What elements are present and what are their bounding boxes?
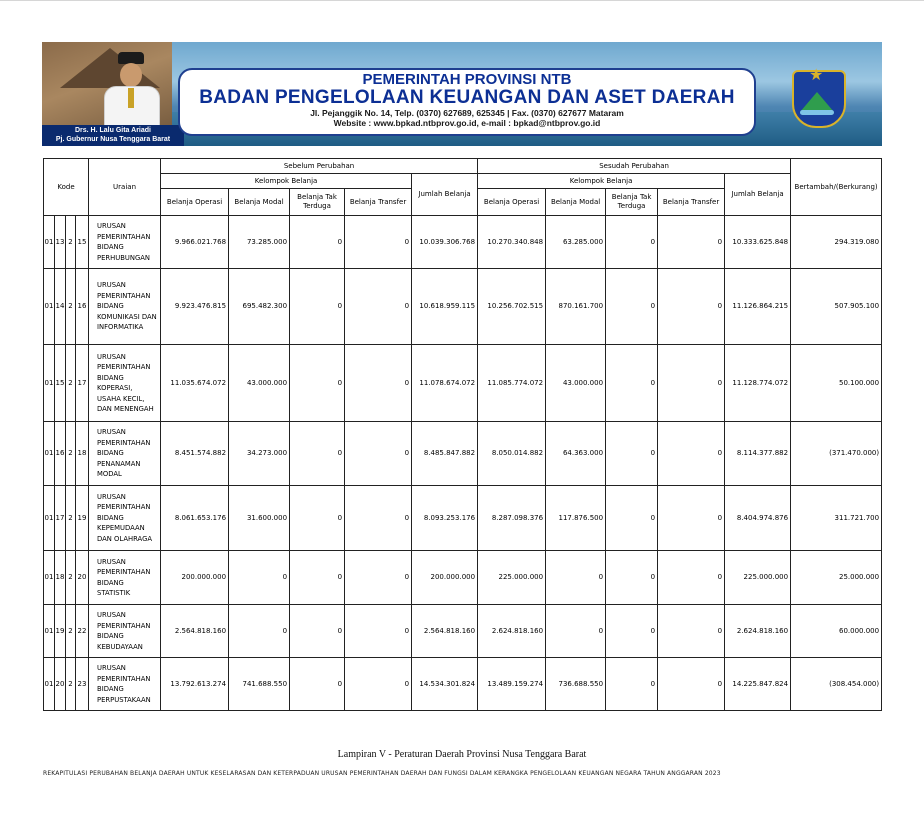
belanja-tak-terduga-sesudah: 0 xyxy=(606,486,658,551)
bertambah-berkurang: 294.319.080 xyxy=(791,216,882,269)
kode-segment-1: 01 xyxy=(44,422,55,486)
belanja-tak-terduga-sesudah: 0 xyxy=(606,605,658,658)
table-row xyxy=(44,658,882,711)
belanja-operasi-sesudah: 10.256.702.515 xyxy=(478,269,546,345)
kode-segment-1: 01 xyxy=(44,345,55,422)
belanja-operasi-sesudah: 13.489.159.274 xyxy=(478,658,546,711)
portrait-caption xyxy=(42,125,184,146)
belanja-operasi-sebelum: 8.451.574.882 xyxy=(161,422,229,486)
agency-address: Jl. Pejanggik No. 14, Telp. (0370) 627689, 625345 | Fax. (0370) 627677 Mataram xyxy=(310,108,624,118)
kode-segment-2: 18 xyxy=(55,551,66,605)
kode-segment-2: 14 xyxy=(55,269,66,345)
kode-segment-3: 2 xyxy=(66,269,76,345)
jumlah-belanja-sebelum: 10.618.959.115 xyxy=(412,269,478,345)
belanja-tak-terduga-sebelum: 0 xyxy=(290,345,345,422)
lampiran-caption: Lampiran V - Peraturan Daerah Provinsi Nusa Tenggara Barat xyxy=(337,749,587,760)
table-row xyxy=(44,422,882,486)
uraian-cell: URUSAN PEMERINTAHAN BIDANG KOPERASI, USAHA KECIL, DAN MENENGAH xyxy=(89,345,161,422)
belanja-operasi-sesudah: 8.050.014.882 xyxy=(478,422,546,486)
uraian-cell: URUSAN PEMERINTAHAN BIDANG PERHUBUNGAN xyxy=(89,216,161,269)
rekap-caption: REKAPITULASI PERUBAHAN BELANJA DAERAH UNTUK KESELARASAN DAN KETERPADUAN URUSAN PEMERINTAHAN DAERAH DAN FUNGSI DALAM KERANGKA PENGELOLAAN KEUANGAN NEGARA TAHUN ANGGARAN 2023 xyxy=(43,770,721,777)
kode-segment-2: 19 xyxy=(55,605,66,658)
header-jumlah-sesudah: Jumlah Belanja xyxy=(725,174,791,216)
jumlah-belanja-sesudah: 11.128.774.072 xyxy=(725,345,791,422)
jumlah-belanja-sebelum: 14.534.301.824 xyxy=(412,658,478,711)
header-transfer-sesudah: Belanja Transfer xyxy=(658,189,725,216)
kode-segment-3: 2 xyxy=(66,345,76,422)
kode-segment-4: 15 xyxy=(76,216,89,269)
kode-segment-2: 20 xyxy=(55,658,66,711)
belanja-operasi-sesudah: 11.085.774.072 xyxy=(478,345,546,422)
header-taktergua-sebelum: Belanja Tak Terduga xyxy=(290,189,345,216)
header-taktergua-sesudah: Belanja Tak Terduga xyxy=(606,189,658,216)
header-transfer-sebelum: Belanja Transfer xyxy=(345,189,412,216)
kode-segment-2: 15 xyxy=(55,345,66,422)
header-modal-sebelum: Belanja Modal xyxy=(229,189,290,216)
belanja-tak-terduga-sebelum: 0 xyxy=(290,422,345,486)
belanja-tak-terduga-sebelum: 0 xyxy=(290,269,345,345)
agency-name: BADAN PENGELOLAAN KEUANGAN DAN ASET DAERAH xyxy=(199,87,735,108)
belanja-operasi-sebelum: 9.923.476.815 xyxy=(161,269,229,345)
kode-segment-4: 22 xyxy=(76,605,89,658)
belanja-operasi-sesudah: 8.287.098.376 xyxy=(478,486,546,551)
header-bertambah: Bertambah/(Berkurang) xyxy=(791,159,882,216)
jumlah-belanja-sesudah: 14.225.847.824 xyxy=(725,658,791,711)
belanja-operasi-sesudah: 225.000.000 xyxy=(478,551,546,605)
kode-segment-3: 2 xyxy=(66,605,76,658)
belanja-operasi-sebelum: 2.564.818.160 xyxy=(161,605,229,658)
belanja-operasi-sesudah: 10.270.340.848 xyxy=(478,216,546,269)
kode-segment-4: 17 xyxy=(76,345,89,422)
belanja-transfer-sebelum: 0 xyxy=(345,658,412,711)
agency-website: Website : www.bpkad.ntbprov.go.id, e-mail : bpkad@ntbprov.go.id xyxy=(333,118,601,128)
belanja-transfer-sesudah: 0 xyxy=(658,216,725,269)
belanja-modal-sesudah: 63.285.000 xyxy=(546,216,606,269)
bertambah-berkurang: (308.454.000) xyxy=(791,658,882,711)
belanja-tak-terduga-sesudah: 0 xyxy=(606,269,658,345)
kode-segment-1: 01 xyxy=(44,216,55,269)
table-row xyxy=(44,345,882,422)
kode-segment-3: 2 xyxy=(66,216,76,269)
kode-segment-4: 23 xyxy=(76,658,89,711)
ntb-emblem-icon: ★ xyxy=(790,66,844,126)
belanja-modal-sebelum: 31.600.000 xyxy=(229,486,290,551)
belanja-transfer-sebelum: 0 xyxy=(345,422,412,486)
jumlah-belanja-sesudah: 8.404.974.876 xyxy=(725,486,791,551)
header-sesudah: Sesudah Perubahan xyxy=(478,159,791,174)
table-row xyxy=(44,486,882,551)
belanja-transfer-sebelum: 0 xyxy=(345,486,412,551)
jumlah-belanja-sebelum: 11.078.674.072 xyxy=(412,345,478,422)
letterhead-panel xyxy=(178,68,756,136)
belanja-tak-terduga-sebelum: 0 xyxy=(290,551,345,605)
header-kode: Kode xyxy=(44,159,89,216)
header-modal-sesudah: Belanja Modal xyxy=(546,189,606,216)
belanja-modal-sebelum: 0 xyxy=(229,551,290,605)
uraian-cell: URUSAN PEMERINTAHAN BIDANG KEBUDAYAAN xyxy=(89,605,161,658)
jumlah-belanja-sebelum: 2.564.818.160 xyxy=(412,605,478,658)
kode-segment-2: 16 xyxy=(55,422,66,486)
header-sebelum: Sebelum Perubahan xyxy=(161,159,478,174)
budget-table xyxy=(43,158,882,711)
government-name: PEMERINTAH PROVINSI NTB xyxy=(362,71,572,88)
kode-segment-1: 01 xyxy=(44,486,55,551)
belanja-tak-terduga-sesudah: 0 xyxy=(606,216,658,269)
kode-segment-3: 2 xyxy=(66,486,76,551)
uraian-cell: URUSAN PEMERINTAHAN BIDANG STATISTIK xyxy=(89,551,161,605)
header-kelompok-sebelum: Kelompok Belanja xyxy=(161,174,412,189)
header-operasi-sesudah: Belanja Operasi xyxy=(478,189,546,216)
letterhead-banner xyxy=(42,42,882,146)
jumlah-belanja-sebelum: 200.000.000 xyxy=(412,551,478,605)
kode-segment-2: 13 xyxy=(55,216,66,269)
jumlah-belanja-sesudah: 8.114.377.882 xyxy=(725,422,791,486)
bertambah-berkurang: 50.100.000 xyxy=(791,345,882,422)
jumlah-belanja-sesudah: 225.000.000 xyxy=(725,551,791,605)
belanja-tak-terduga-sesudah: 0 xyxy=(606,345,658,422)
kode-segment-4: 19 xyxy=(76,486,89,551)
belanja-operasi-sebelum: 13.792.613.274 xyxy=(161,658,229,711)
belanja-transfer-sebelum: 0 xyxy=(345,551,412,605)
table-row xyxy=(44,551,882,605)
belanja-modal-sebelum: 0 xyxy=(229,605,290,658)
bertambah-berkurang: 507.905.100 xyxy=(791,269,882,345)
jumlah-belanja-sebelum: 10.039.306.768 xyxy=(412,216,478,269)
bertambah-berkurang: 25.000.000 xyxy=(791,551,882,605)
table-row xyxy=(44,269,882,345)
kode-segment-3: 2 xyxy=(66,658,76,711)
kode-segment-1: 01 xyxy=(44,551,55,605)
belanja-modal-sesudah: 0 xyxy=(546,605,606,658)
caption-name: Drs. H. Lalu Gita Ariadi xyxy=(75,127,151,134)
belanja-transfer-sesudah: 0 xyxy=(658,605,725,658)
belanja-modal-sesudah: 870.161.700 xyxy=(546,269,606,345)
header-jumlah-sebelum: Jumlah Belanja xyxy=(412,174,478,216)
belanja-transfer-sesudah: 0 xyxy=(658,345,725,422)
belanja-transfer-sebelum: 0 xyxy=(345,605,412,658)
belanja-modal-sebelum: 73.285.000 xyxy=(229,216,290,269)
kode-segment-1: 01 xyxy=(44,269,55,345)
jumlah-belanja-sesudah: 2.624.818.160 xyxy=(725,605,791,658)
kode-segment-1: 01 xyxy=(44,605,55,658)
header-kelompok-sesudah: Kelompok Belanja xyxy=(478,174,725,189)
belanja-tak-terduga-sebelum: 0 xyxy=(290,216,345,269)
top-divider xyxy=(0,0,924,1)
kode-segment-4: 16 xyxy=(76,269,89,345)
table-row xyxy=(44,216,882,269)
belanja-tak-terduga-sesudah: 0 xyxy=(606,422,658,486)
kode-segment-2: 17 xyxy=(55,486,66,551)
header-uraian: Uraian xyxy=(89,159,161,216)
belanja-operasi-sebelum: 200.000.000 xyxy=(161,551,229,605)
belanja-transfer-sebelum: 0 xyxy=(345,216,412,269)
belanja-operasi-sebelum: 11.035.674.072 xyxy=(161,345,229,422)
belanja-transfer-sesudah: 0 xyxy=(658,551,725,605)
belanja-transfer-sesudah: 0 xyxy=(658,658,725,711)
belanja-transfer-sebelum: 0 xyxy=(345,269,412,345)
belanja-modal-sesudah: 117.876.500 xyxy=(546,486,606,551)
uraian-cell: URUSAN PEMERINTAHAN BIDANG KEPEMUDAAN DAN OLAHRAGA xyxy=(89,486,161,551)
belanja-modal-sesudah: 43.000.000 xyxy=(546,345,606,422)
jumlah-belanja-sesudah: 10.333.625.848 xyxy=(725,216,791,269)
belanja-tak-terduga-sebelum: 0 xyxy=(290,658,345,711)
belanja-transfer-sebelum: 0 xyxy=(345,345,412,422)
caption-title: Pj. Gubernur Nusa Tenggara Barat xyxy=(55,136,171,143)
belanja-tak-terduga-sesudah: 0 xyxy=(606,658,658,711)
belanja-tak-terduga-sesudah: 0 xyxy=(606,551,658,605)
bertambah-berkurang: 60.000.000 xyxy=(791,605,882,658)
jumlah-belanja-sesudah: 11.126.864.215 xyxy=(725,269,791,345)
uraian-cell: URUSAN PEMERINTAHAN BIDANG PERPUSTAKAAN xyxy=(89,658,161,711)
belanja-modal-sesudah: 736.688.550 xyxy=(546,658,606,711)
belanja-operasi-sebelum: 8.061.653.176 xyxy=(161,486,229,551)
belanja-tak-terduga-sebelum: 0 xyxy=(290,605,345,658)
belanja-transfer-sesudah: 0 xyxy=(658,486,725,551)
jumlah-belanja-sebelum: 8.093.253.176 xyxy=(412,486,478,551)
belanja-operasi-sebelum: 9.966.021.768 xyxy=(161,216,229,269)
belanja-modal-sebelum: 34.273.000 xyxy=(229,422,290,486)
budget-table-body xyxy=(44,216,882,711)
kode-segment-3: 2 xyxy=(66,422,76,486)
belanja-modal-sebelum: 43.000.000 xyxy=(229,345,290,422)
kode-segment-4: 20 xyxy=(76,551,89,605)
bertambah-berkurang: (371.470.000) xyxy=(791,422,882,486)
belanja-tak-terduga-sebelum: 0 xyxy=(290,486,345,551)
bertambah-berkurang: 311.721.700 xyxy=(791,486,882,551)
belanja-modal-sesudah: 64.363.000 xyxy=(546,422,606,486)
uraian-cell: URUSAN PEMERINTAHAN BIDANG PENANAMAN MODAL xyxy=(89,422,161,486)
belanja-modal-sebelum: 741.688.550 xyxy=(229,658,290,711)
jumlah-belanja-sebelum: 8.485.847.882 xyxy=(412,422,478,486)
belanja-modal-sebelum: 695.482.300 xyxy=(229,269,290,345)
governor-portrait xyxy=(100,52,160,132)
kode-segment-3: 2 xyxy=(66,551,76,605)
table-row xyxy=(44,605,882,658)
header-operasi-sebelum: Belanja Operasi xyxy=(161,189,229,216)
belanja-operasi-sesudah: 2.624.818.160 xyxy=(478,605,546,658)
uraian-cell: URUSAN PEMERINTAHAN BIDANG KOMUNIKASI DAN INFORMATIKA xyxy=(89,269,161,345)
belanja-modal-sesudah: 0 xyxy=(546,551,606,605)
belanja-transfer-sesudah: 0 xyxy=(658,422,725,486)
belanja-transfer-sesudah: 0 xyxy=(658,269,725,345)
kode-segment-4: 18 xyxy=(76,422,89,486)
kode-segment-1: 01 xyxy=(44,658,55,711)
